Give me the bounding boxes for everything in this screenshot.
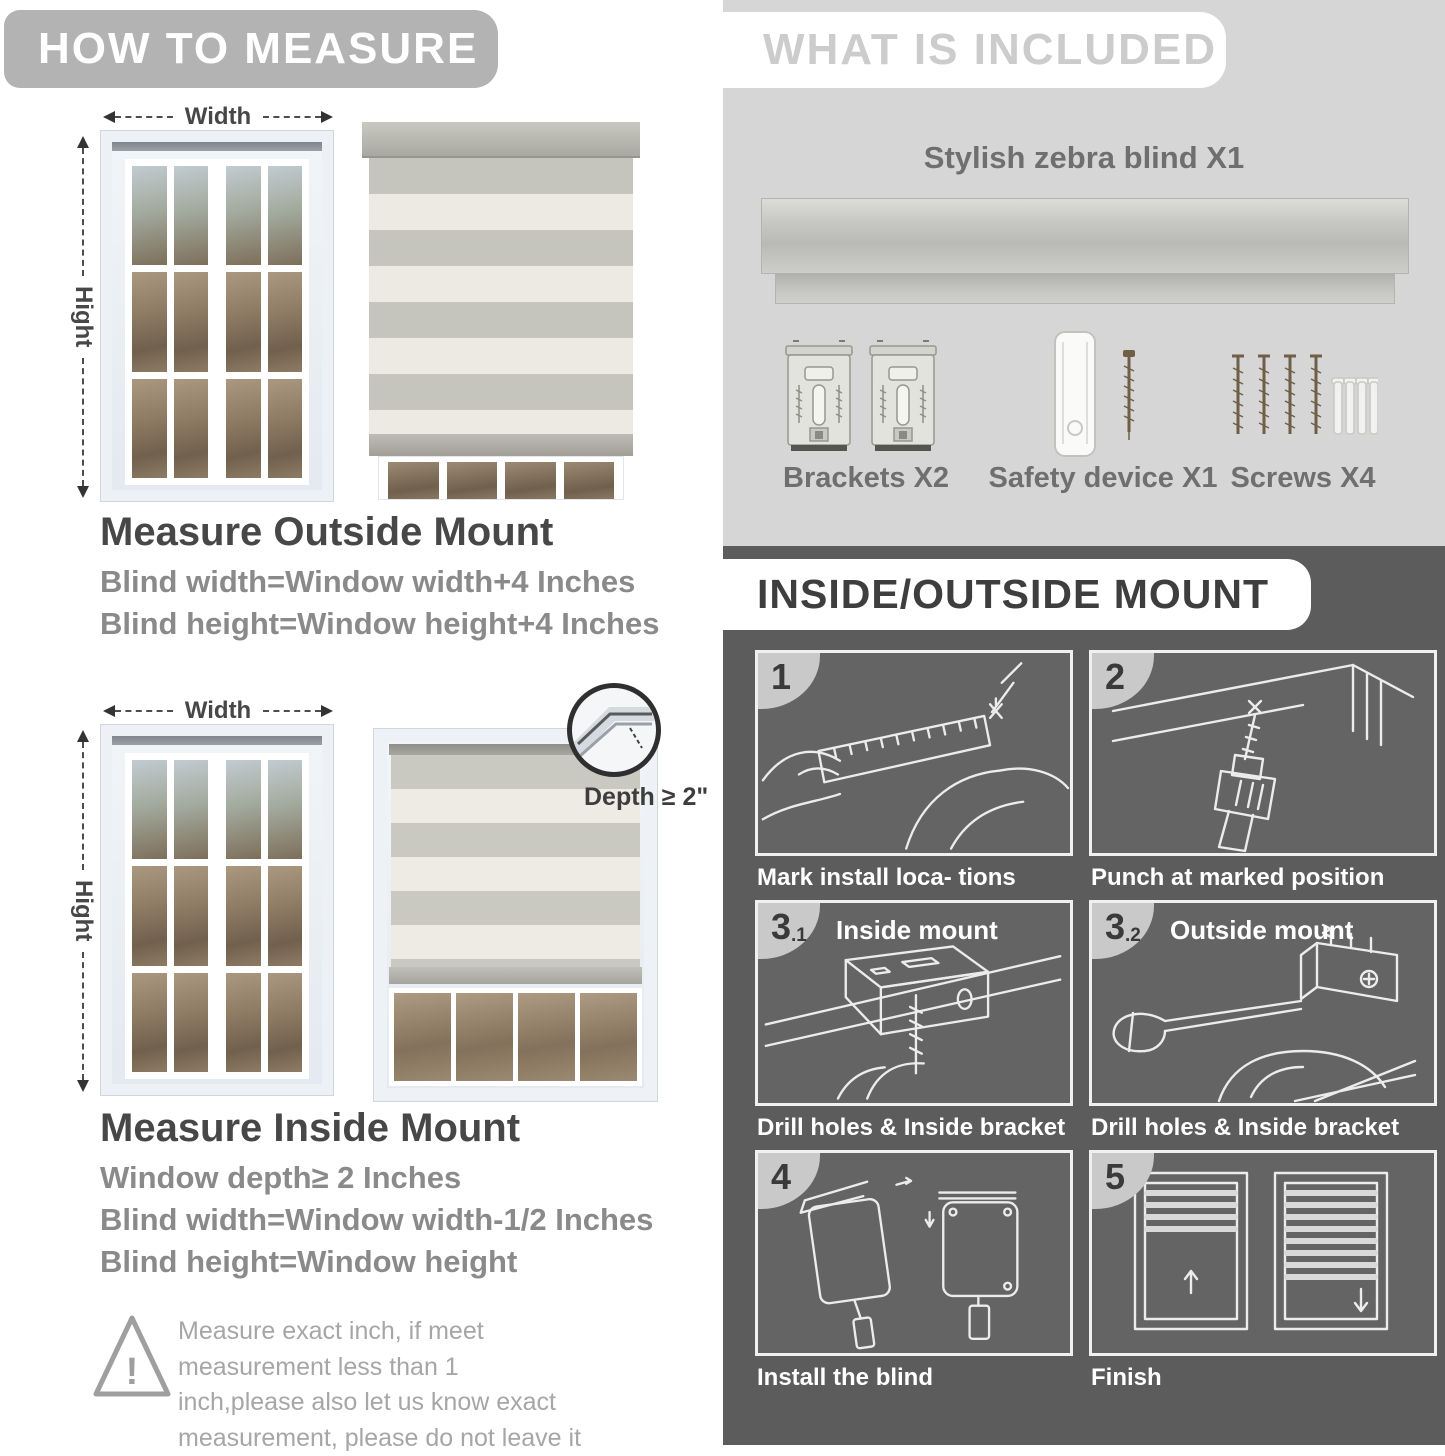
arrow-down-icon: [77, 486, 89, 498]
arrow-left-icon: [103, 111, 115, 123]
height-arrow: [70, 136, 96, 498]
window-photo-outside: [100, 130, 334, 502]
height-arrow: [70, 730, 96, 1092]
blind-stripes: [369, 158, 633, 434]
zebra-blind-item-label: Stylish zebra blind X1: [923, 140, 1245, 175]
step-number-badge: 4: [758, 1153, 820, 1209]
arrow-right-icon: [321, 705, 333, 717]
step-caption: Finish: [1091, 1364, 1162, 1391]
what-is-included-section: [723, 0, 1445, 546]
how-to-measure-title: HOW TO MEASURE: [38, 24, 479, 73]
inside-mount-title: Measure Inside Mount: [100, 1106, 521, 1150]
screws-image: [1228, 348, 1378, 465]
width-arrow: [103, 697, 333, 724]
measure-warning-text: Measure exact inch, if meet measurement less than 1 inch,please also let us know exact measurement, please do not leave it: [178, 1317, 582, 1452]
safety-device-label: Safety device X1: [988, 462, 1218, 494]
brackets-image: [783, 340, 939, 465]
step-caption: Punch at marked position: [1091, 864, 1385, 891]
installation-steps-grid: [755, 650, 1437, 1392]
step-caption: Mark install loca- tions: [757, 864, 1016, 891]
outside-mount-title: Measure Outside Mount: [100, 510, 554, 554]
step-number-badge: 3 .2: [1092, 903, 1154, 959]
step-3-1: [755, 900, 1073, 1142]
step-2: [1089, 650, 1437, 892]
outside-mount-line1: Blind width=Window width+4 Inches: [100, 564, 636, 599]
depth-magnifier-icon: [567, 683, 661, 777]
step-caption: Drill holes & Inside bracket: [757, 1114, 1066, 1141]
arrow-left-icon: [103, 705, 115, 717]
warning-icon: [90, 1308, 174, 1409]
inside-mount-line3: Blind height=Window height: [100, 1244, 518, 1279]
width-arrow: [103, 103, 333, 130]
step-3-2: [1089, 900, 1437, 1142]
blind-cassette: [362, 122, 640, 158]
inside-outside-mount-section: [723, 546, 1445, 1445]
step-panel-title: Inside mount: [836, 915, 998, 945]
zebra-blind-outside-mount: [362, 122, 640, 500]
width-label: Width: [184, 103, 252, 130]
exclamation-mark: !: [125, 1351, 139, 1393]
arrow-up-icon: [77, 730, 89, 742]
inside-mount-line1: Window depth≥ 2 Inches: [100, 1160, 462, 1195]
brackets-label: Brackets X2: [783, 462, 950, 494]
arrow-up-icon: [77, 136, 89, 148]
step-5: [1089, 1150, 1437, 1392]
window-lower-panes: [389, 988, 642, 1086]
step-number-badge: 5: [1092, 1153, 1154, 1209]
step-number-badge: 3 .1: [758, 903, 820, 959]
step-caption: Drill holes & Inside bracket: [1091, 1114, 1400, 1141]
how-to-measure-banner: [4, 10, 498, 88]
window-sliver: [378, 456, 624, 500]
step-caption: Install the blind: [757, 1364, 934, 1391]
step-1: [755, 650, 1073, 892]
window-photo-inside: [100, 724, 334, 1096]
blind-bottom-rail: [369, 434, 633, 456]
what-is-included-title: WHAT IS INCLUDED: [763, 25, 1218, 74]
what-is-included-banner: [723, 12, 1226, 88]
width-label: Width: [184, 697, 252, 724]
depth-note: Depth ≥ 2": [584, 783, 709, 811]
safety-device-image: [1043, 328, 1163, 473]
window-corner-detail: [572, 688, 656, 772]
step-4: [755, 1150, 1073, 1392]
height-label: Hight: [70, 286, 97, 348]
step-panel-title: Outside mount: [1170, 915, 1354, 945]
step-number-badge: 2: [1092, 653, 1154, 709]
arrow-down-icon: [77, 1080, 89, 1092]
inside-mount-line2: Blind width=Window width-1/2 Inches: [100, 1202, 654, 1237]
screws-label: Screws X4: [1230, 462, 1376, 494]
inside-outside-mount-banner: [723, 559, 1311, 630]
arrow-right-icon: [321, 111, 333, 123]
blind-bottom-rail: [389, 967, 642, 984]
step-number-badge: 1: [758, 653, 820, 709]
outside-mount-line2: Blind height=Window height+4 Inches: [100, 606, 660, 641]
height-label: Hight: [70, 880, 97, 942]
zebra-blind-headrail-image: [761, 198, 1409, 274]
inside-outside-mount-title: INSIDE/OUTSIDE MOUNT: [757, 571, 1270, 617]
